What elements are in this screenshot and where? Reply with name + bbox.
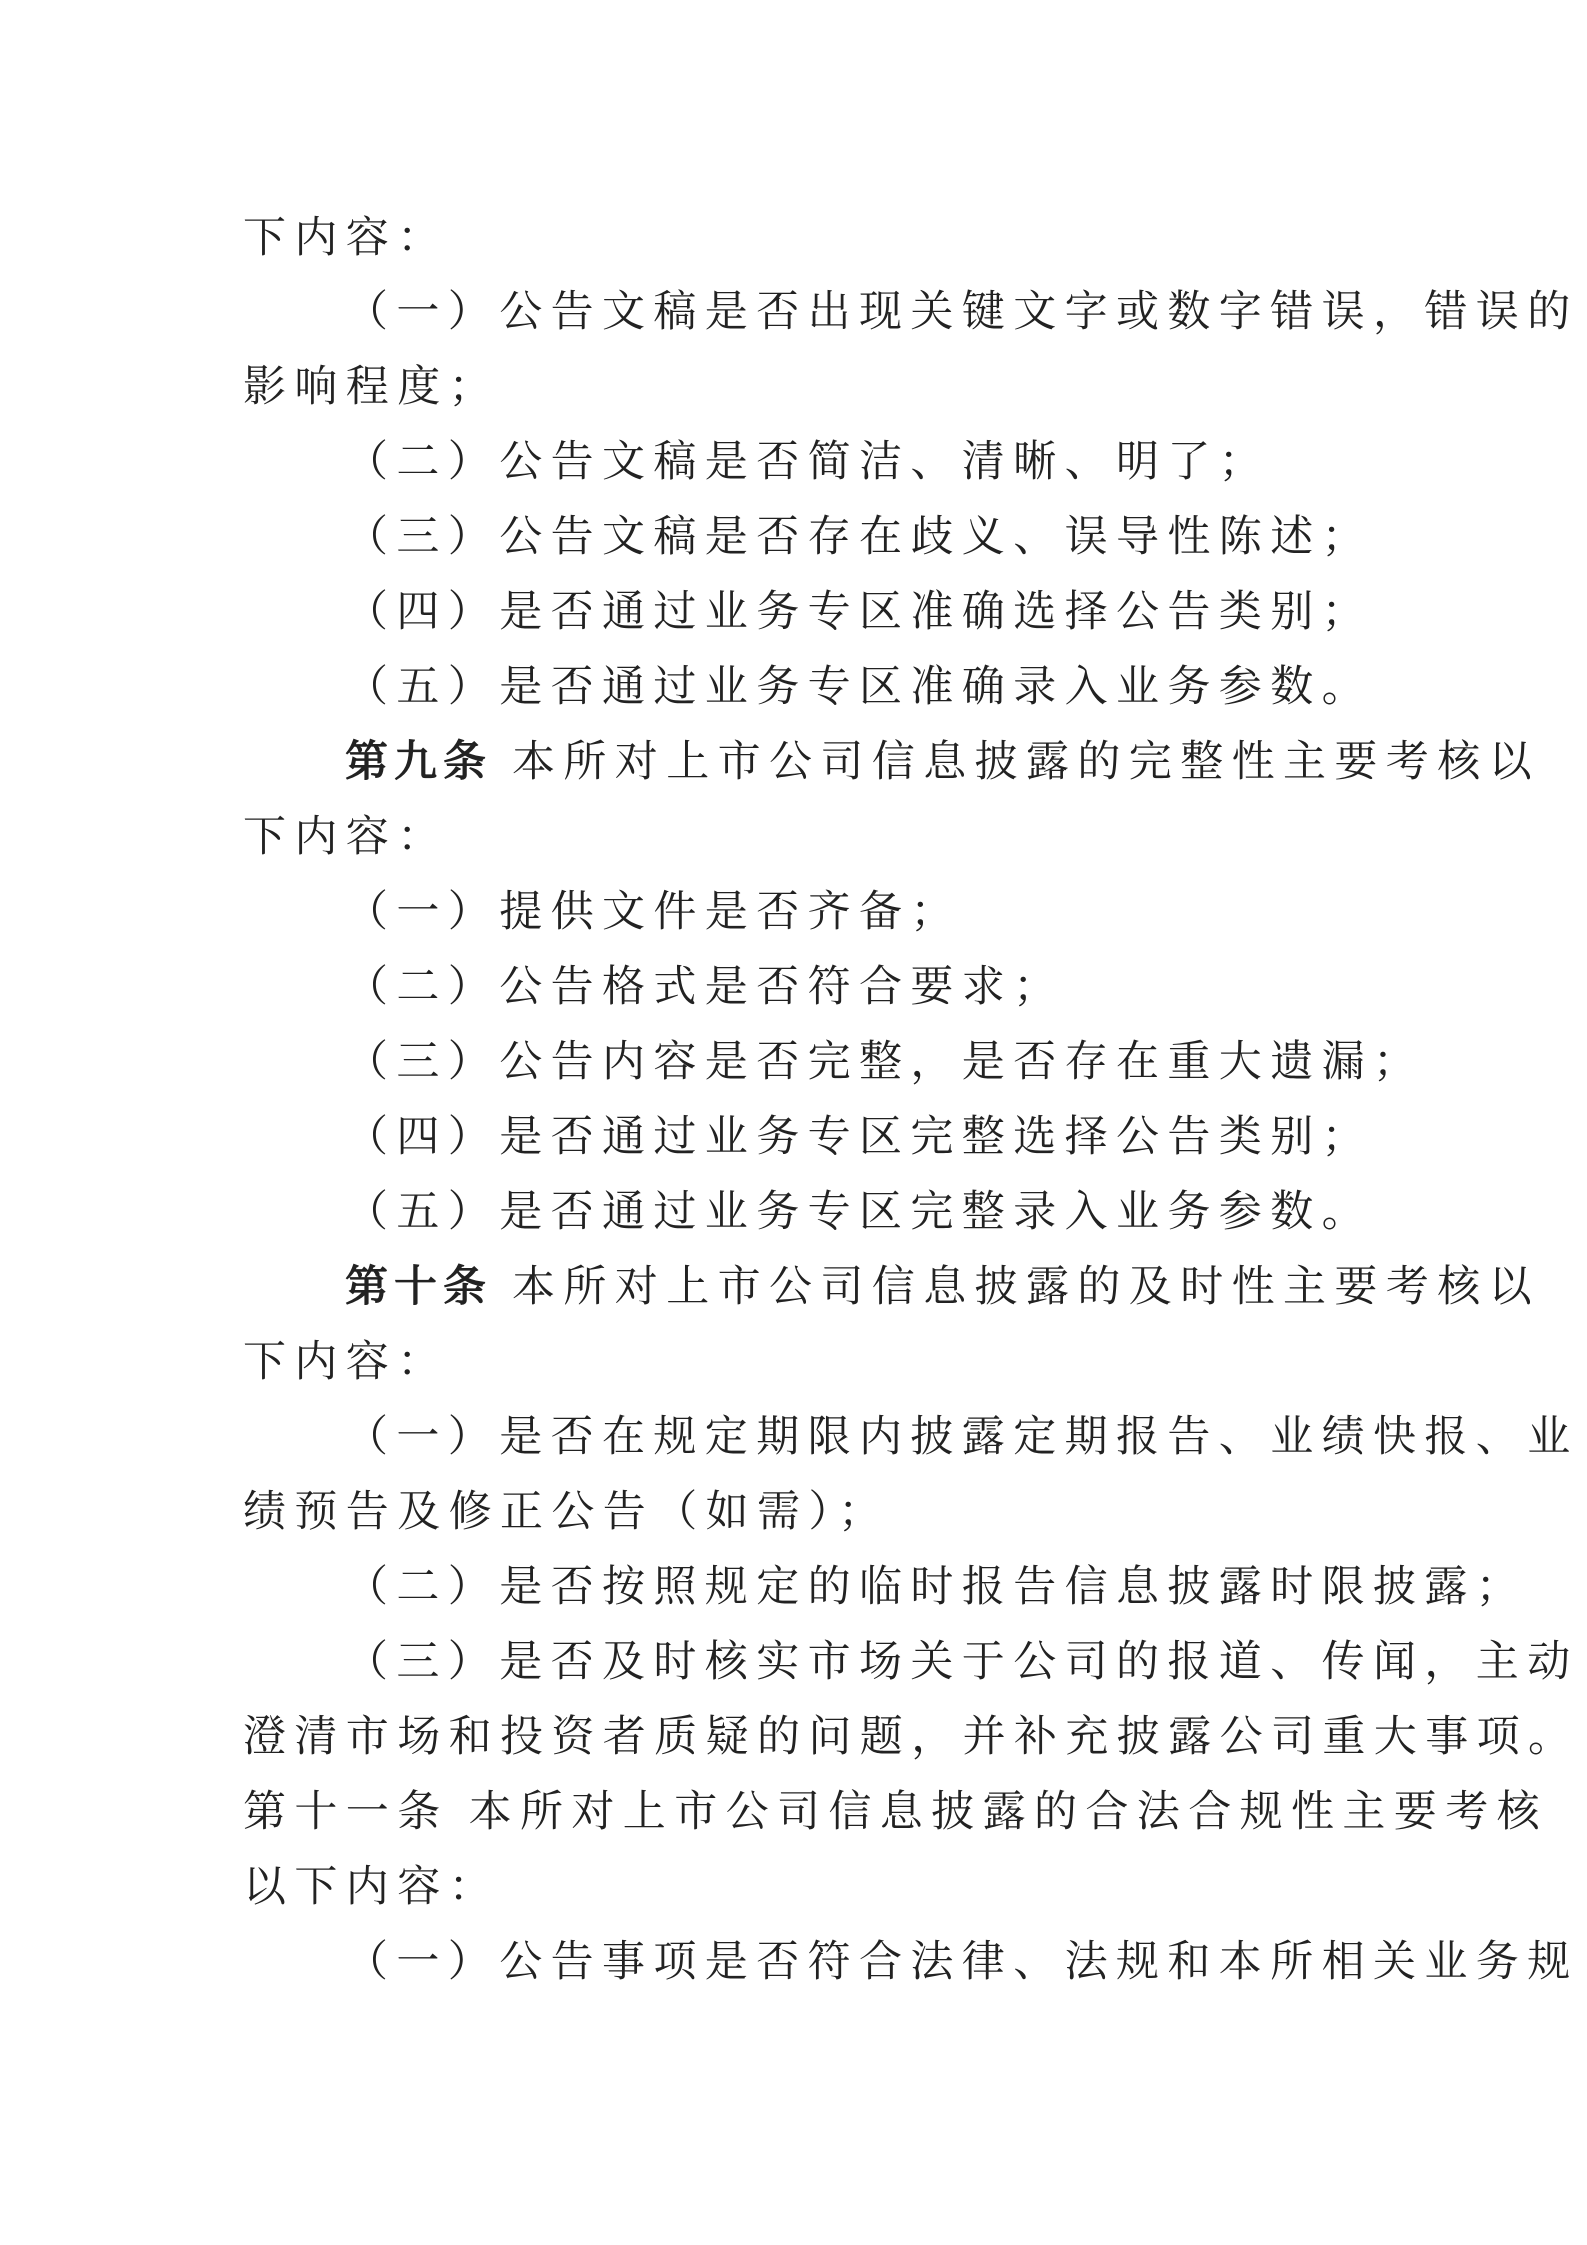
list-item-2: （二）公告文稿是否简洁、清晰、明了； (345, 437, 1271, 487)
list-item-2: （二）是否按照规定的临时报告信息披露时限披露； (345, 1562, 1528, 1612)
article-9 (345, 732, 1540, 792)
article-10 (345, 1257, 1540, 1317)
list-item-1: （一）提供文件是否齐备； (345, 887, 962, 937)
list-item-1: （一）公告事项是否符合法律、法规和本所相关业务规 (345, 1937, 1579, 1987)
article-number: 第十条 (345, 1262, 492, 1312)
text-line: 澄清市场和投资者质疑的问题，并补充披露公司重大事项。 (243, 1712, 1580, 1762)
article-text: 本所对上市公司信息披露的及时性主要考核以 (512, 1262, 1540, 1312)
article-text: 本所对上市公司信息披露的合法合规性主要考核 (468, 1787, 1549, 1837)
text-line: 下内容： (243, 213, 449, 263)
list-item-1: （一）是否在规定期限内披露定期报告、业绩快报、业 (345, 1412, 1579, 1462)
list-item-2: （二）公告格式是否符合要求； (345, 962, 1065, 1012)
list-item-3: （三）是否及时核实市场关于公司的报道、传闻，主动 (345, 1637, 1579, 1687)
text-line: 下内容： (243, 1337, 449, 1387)
list-item-1: （一）公告文稿是否出现关键文字或数字错误，错误的 (345, 287, 1579, 337)
list-item-3: （三）公告内容是否完整，是否存在重大遗漏； (345, 1037, 1425, 1087)
list-item-4: （四）是否通过业务专区完整选择公告类别； (345, 1112, 1373, 1162)
text-line: 影响程度； (243, 362, 500, 412)
list-item-3: （三）公告文稿是否存在歧义、误导性陈述； (345, 512, 1373, 562)
article-11 (243, 1782, 1549, 1842)
list-item-5: （五）是否通过业务专区准确录入业务参数。 (345, 662, 1373, 712)
text-line: 绩预告及修正公告（如需）； (243, 1487, 890, 1537)
text-line: 下内容： (243, 812, 449, 862)
article-number: 第九条 (345, 737, 492, 787)
list-item-5: （五）是否通过业务专区完整录入业务参数。 (345, 1187, 1373, 1237)
text-line: 以下内容： (243, 1862, 500, 1912)
article-number: 第十一条 (243, 1787, 449, 1837)
list-item-4: （四）是否通过业务专区准确选择公告类别； (345, 587, 1373, 637)
article-text: 本所对上市公司信息披露的完整性主要考核以 (512, 737, 1540, 787)
